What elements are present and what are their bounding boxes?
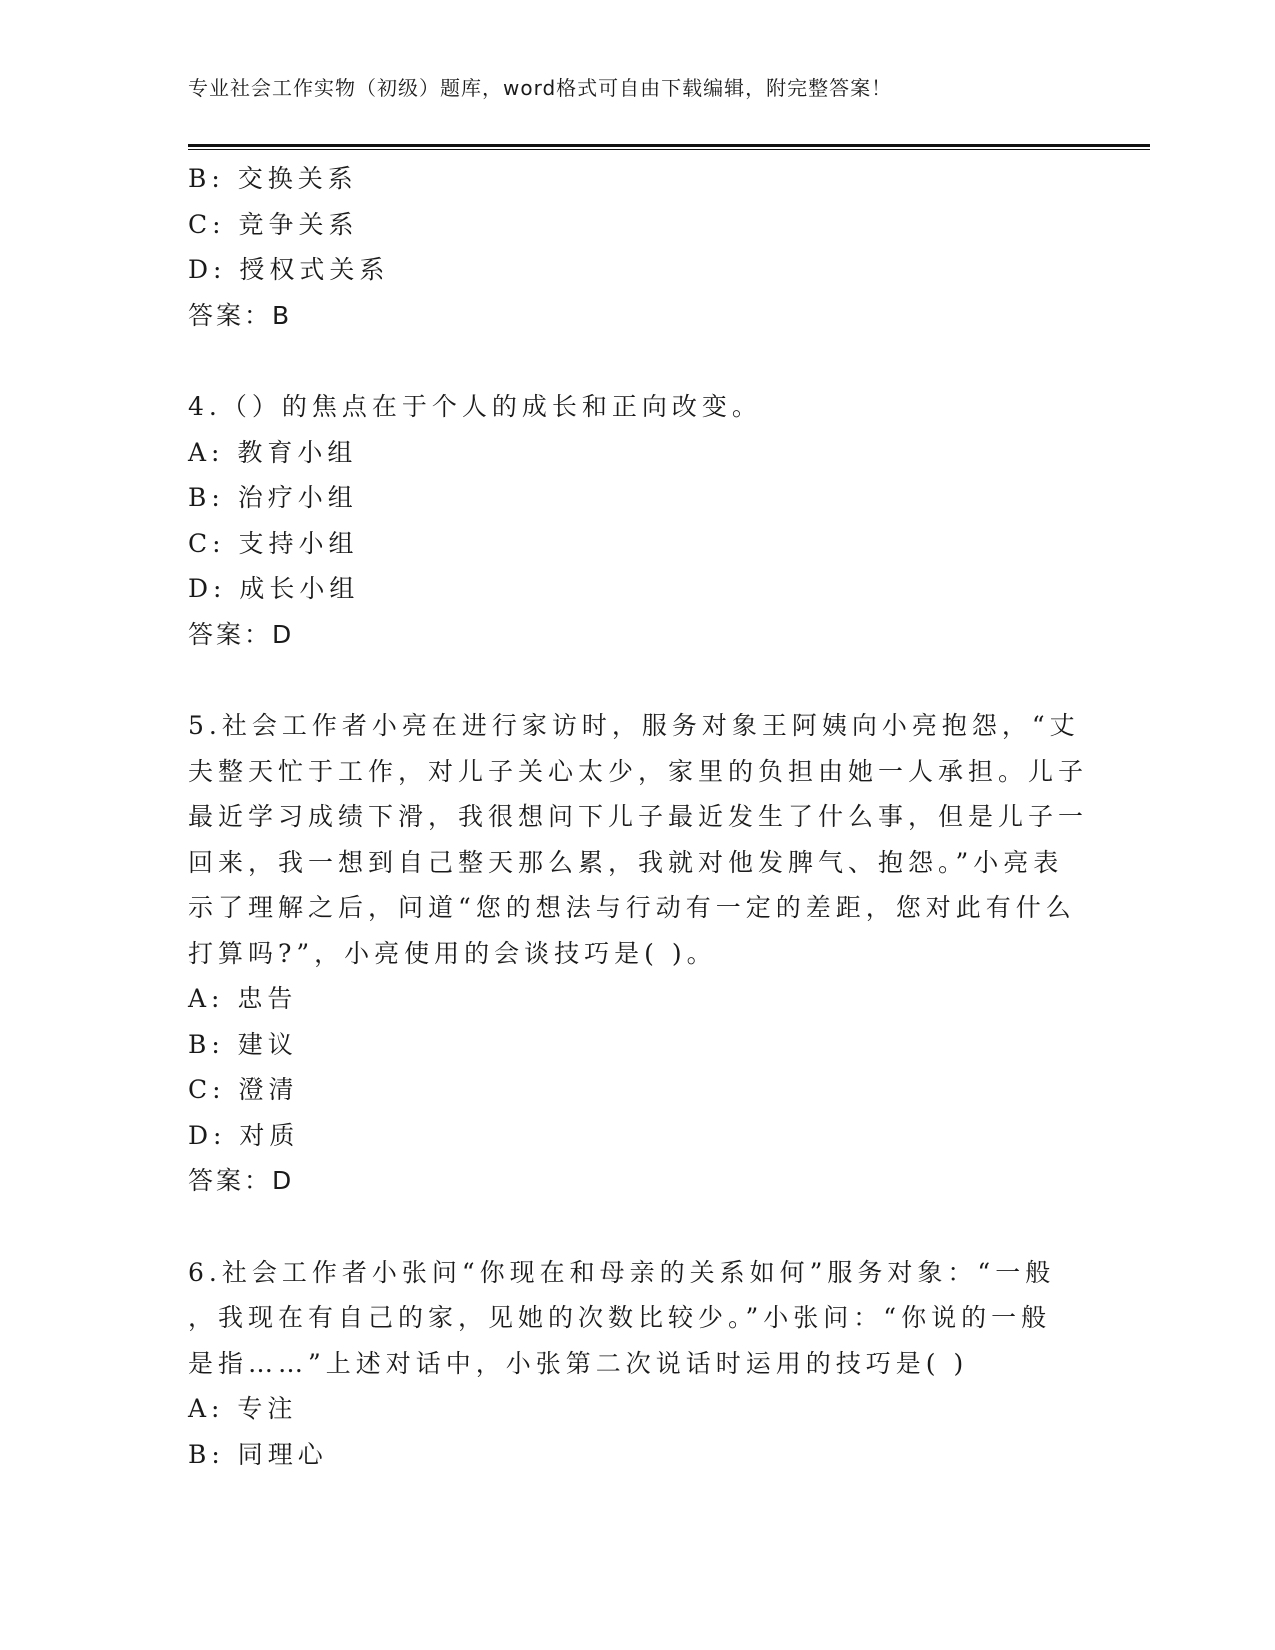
- option-c: C: 澄清: [188, 1075, 299, 1104]
- question-stem-line: 5.社会工作者小亮在进行家访时，服务对象王阿姨向小亮抱怨，“丈: [188, 711, 1080, 740]
- answer: 答案：B: [188, 300, 293, 330]
- spacer: [188, 338, 1068, 384]
- option-a: A: 忠告: [188, 984, 298, 1013]
- option-b: B: 治疗小组: [188, 483, 358, 512]
- option-d: D: 对质: [188, 1120, 300, 1150]
- option-c: C: 竞争关系: [188, 209, 359, 239]
- option-b: B: 建议: [188, 1029, 298, 1059]
- page-header: 专业社会工作实物（初级）题库，word格式可自由下载编辑，附完整答案！: [188, 76, 893, 100]
- option-b: B: 同理心: [188, 1439, 328, 1469]
- question-stem-line: 示了理解之后，问道“您的想法与行动有一定的差距，您对此有什么: [188, 893, 1076, 922]
- spacer: [188, 657, 1068, 703]
- answer: 答案：D: [188, 619, 295, 649]
- question-4: [188, 384, 1068, 657]
- option-a: A: 专注: [188, 1394, 298, 1423]
- option-b: B: 交换关系: [188, 164, 358, 193]
- question-6: [188, 1250, 1068, 1478]
- question-stem-line: 打算吗?”，小亮使用的会谈技巧是( )。: [188, 938, 717, 968]
- answer: 答案：D: [188, 1166, 295, 1195]
- option-a: A: 教育小组: [188, 437, 358, 467]
- question-stem-line: 是指……”上述对话中，小张第二次说话时运用的技巧是( ): [188, 1348, 969, 1378]
- option-d: D: 成长小组: [188, 574, 360, 603]
- spacer: [188, 1204, 1068, 1250]
- question-5: [188, 703, 1089, 1204]
- question-stem-line: 最近学习成绩下滑，我很想问下儿子最近发生了什么事，但是儿子一: [188, 802, 1089, 831]
- question-stem-line: 夫整天忙于工作，对儿子关心太少，家里的负担由她一人承担。儿子: [188, 756, 1089, 786]
- document-body: [188, 156, 1089, 1477]
- question-stem: 4.（）的焦点在于个人的成长和正向改变。: [188, 392, 762, 421]
- option-d: D: 授权式关系: [188, 255, 390, 284]
- question-stem-line: 回来，我一想到自己整天那么累，我就对他发脾气、抱怨。”小亮表: [188, 847, 1064, 877]
- question-stem-line: ，我现在有自己的家，见她的次数比较少。”小张问：“你说的一般: [188, 1303, 1052, 1332]
- question-stem-line: 6.社会工作者小张问“你现在和母亲的关系如何”服务对象：“一般: [188, 1257, 1056, 1287]
- header-divider: [188, 144, 1150, 150]
- option-c: C: 支持小组: [188, 528, 359, 558]
- question-3-continued: [188, 156, 1068, 338]
